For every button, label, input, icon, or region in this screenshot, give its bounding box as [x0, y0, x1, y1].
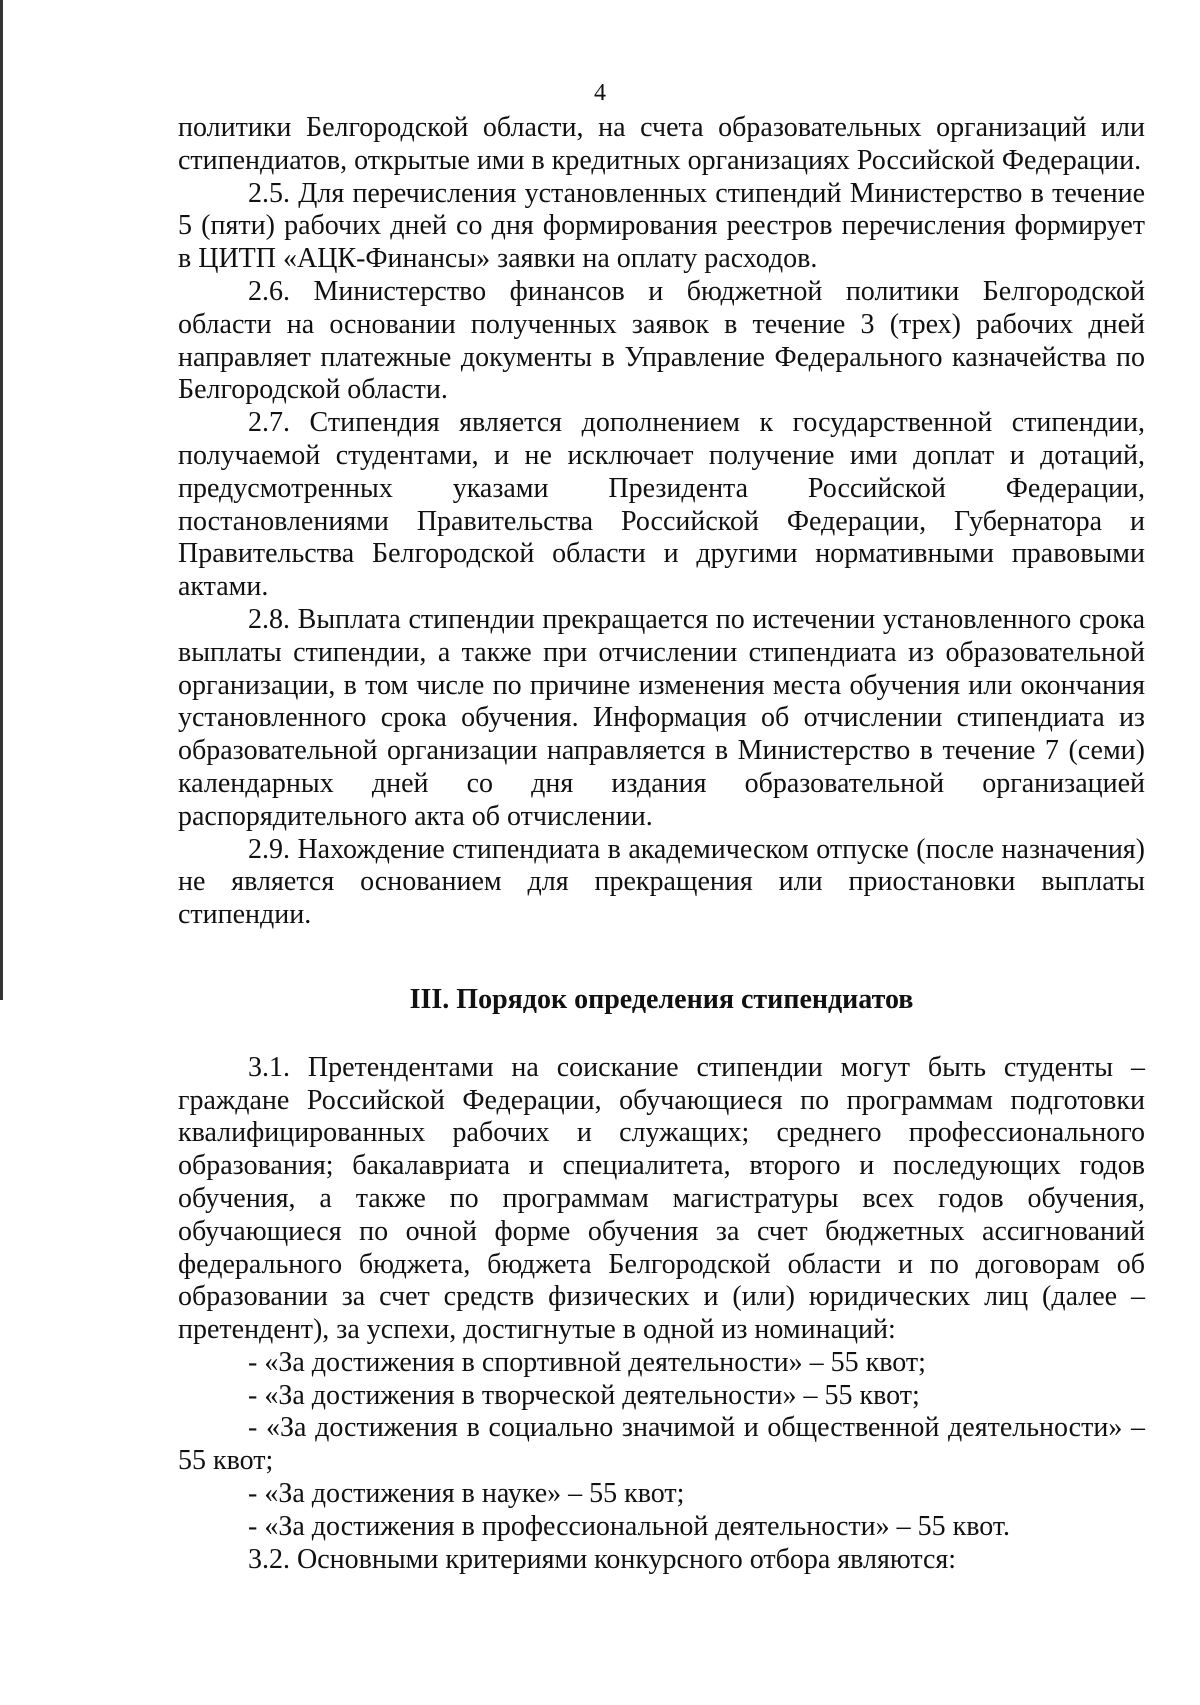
- list-item-science: - «За достижения в науке» – 55 квот;: [248, 1478, 685, 1510]
- page-number: 4: [594, 80, 606, 106]
- paragraph-2-5: 2.5. Для перечисления установленных стипендий Министерство в течение 5 (пяти) рабочих дней со дня формирования реестров перечисления формирует в ЦИТП «АЦК-Финансы» заявки на оплату расходов.: [178, 177, 1145, 275]
- paragraph-2-8: 2.8. Выплата стипендии прекращается по истечении установленного срока выплаты стипендии, а также при отчислении стипендиата из образовательной организации, в том числе по причине изменения места обучения или окончания установленного срока обучения. Информация об отчислении стипендиата из образовательной организации направляется в Министерство в течение 7 (семи) календарных дней со дня издания образовательной организацией распорядительного акта об отчислении.: [178, 603, 1145, 832]
- page-body: [178, 112, 1145, 1576]
- paragraph-3-2: 3.2. Основными критериями конкурсного отбора являются:: [248, 1543, 957, 1575]
- paragraph-2-9: 2.9. Нахождение стипендиата в академическом отпуске (после назначения) не является основанием для прекращения или приостановки выплаты стипендии.: [178, 833, 1145, 931]
- list-item-sport: - «За достижения в спортивной деятельности» – 55 квот;: [248, 1346, 926, 1378]
- scan-edge-line: [0, 0, 3, 1000]
- list-item-creative: - «За достижения в творческой деятельности» – 55 квот;: [248, 1379, 920, 1411]
- list-item-social: - «За достижения в социально значимой и общественной деятельности» – 55 квот;: [178, 1412, 1145, 1477]
- paragraph-2-6: 2.6. Министерство финансов и бюджетной политики Белгородской области на основании полученных заявок в течение 3 (трех) рабочих дней направляет платежные документы в Управление Федерального казначейства по Белгородской области.: [178, 275, 1145, 406]
- paragraph-continuation: политики Белгородской области, на счета образовательных организаций или стипендиатов, открытые ими в кредитных организациях Российской Федерации.: [178, 112, 1145, 176]
- paragraph-2-7: 2.7. Стипендия является дополнением к государственной стипендии, получаемой студентами, и не исключает получение ими доплат и дотаций, предусмотренных указами Президента Российской Федерации, постановлениями Правительства Российской Федерации, Губернатора и Правительства Белгородской области и другими нормативными правовыми актами.: [178, 407, 1145, 603]
- list-item-professional: - «За достижения в профессиональной деятельности» – 55 квот.: [248, 1510, 1010, 1542]
- paragraph-3-1: 3.1. Претендентами на соискание стипендии могут быть студенты – граждане Российской Федерации, обучающиеся по программам подготовки квалифицированных рабочих и служащих; среднего профессионального образования; бакалавриата и специалитета, второго и последующих годов обучения, а также по программам магистратуры всех годов обучения, обучающиеся по очной форме обучения за счет бюджетных ассигнований федерального бюджета, бюджета Белгородской области и по договорам об образовании за счет средств физических и (или) юридических лиц (далее – претендент), за успехи, достигнутые в одной из номинаций:: [178, 1051, 1145, 1346]
- section-heading: III. Порядок определения стипендиатов: [409, 983, 914, 1015]
